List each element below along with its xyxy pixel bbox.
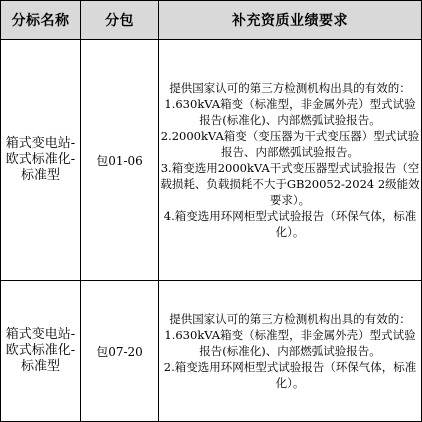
- requirement-intro: 提供国家认可的第三方检测机构出具的有效的：: [169, 81, 411, 95]
- table-row: [1, 40, 422, 281]
- row-section-name: 箱式变电站-欧式标准化-标准型: [1, 40, 81, 281]
- requirement-item: 1.630kVA箱变（标准型，非金属外壳）型式试验报告(标准化)、内部燃弧试验报告。: [164, 328, 416, 358]
- requirement-item: 1.630kVA箱变（标准型，非金属外壳）型式试验报告(标准化)、内部燃弧试验报告。: [164, 97, 416, 127]
- requirement-intro: 提供国家认可的第三方检测机构出具的有效的：: [169, 312, 411, 326]
- row-requirements: [159, 40, 422, 281]
- header-requirements: 补充资质业绩要求: [159, 1, 422, 40]
- table-header-row: [1, 1, 422, 40]
- row-requirements: [159, 281, 422, 422]
- row-package: 包01-06: [81, 40, 159, 281]
- header-section-name: 分标名称: [1, 1, 81, 40]
- requirement-item: 2.2000kVA箱变（变压器为干式变压器）型式试验报告、内部燃弧试验报告。: [160, 129, 420, 159]
- requirement-item: 2.箱变选用环网柜型式试验报告（环保气体，标准化）。: [163, 360, 417, 390]
- row-section-name: 箱式变电站-欧式标准化-标准型: [1, 281, 81, 422]
- row-package: 包07-20: [81, 281, 159, 422]
- header-package: 分包: [81, 1, 159, 40]
- requirement-item: 4.箱变选用环网柜型式试验报告（环保气体，标准化）。: [163, 209, 417, 239]
- requirement-item: 3.箱变选用2000kVA干式变压器型式试验报告（空载损耗、负载损耗不大于GB20052-2024 2级能效要求）。: [160, 161, 420, 207]
- table-row: [1, 281, 422, 422]
